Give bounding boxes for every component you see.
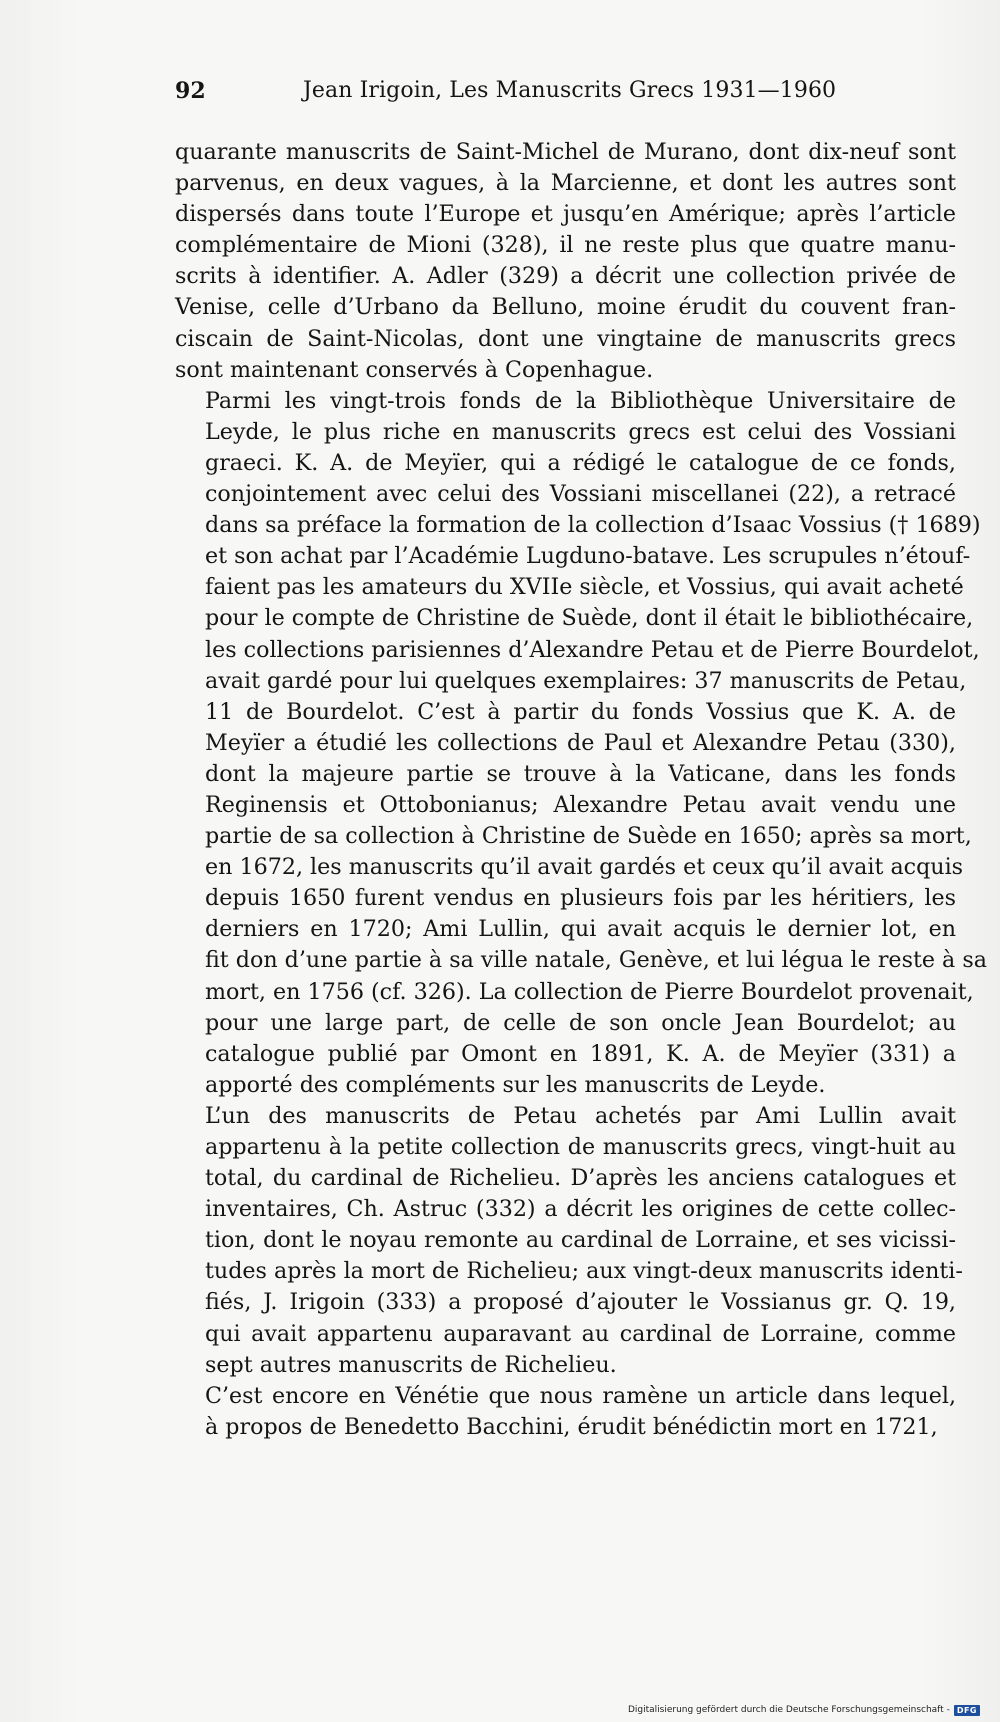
text-line: tion, dont le noyau remonte au cardinal de Lorraine, et ses vicissi- <box>205 1227 956 1254</box>
text-line: Venise, celle d’Urbano da Belluno, moine érudit du couvent fran- <box>175 294 956 321</box>
paragraph <box>175 386 987 1101</box>
text-line: apporté des compléments sur les manuscrits de Leyde. <box>205 1071 826 1098</box>
text-line: L’un des manuscrits de Petau achetés par Ami Lullin avait <box>205 1102 956 1129</box>
text-line: complémentaire de Mioni (328), il ne reste plus que quatre manu- <box>175 232 956 259</box>
text-line: dont la majeure partie se trouve à la Vaticane, dans les fonds <box>205 760 956 787</box>
text-line: inventaires, Ch. Astruc (332) a décrit les origines de cette collec- <box>205 1196 956 1223</box>
text-line: dans sa préface la formation de la collection d’Isaac Vossius († 1689) <box>205 512 981 539</box>
text-line: sept autres manuscrits de Richelieu. <box>205 1351 617 1378</box>
footer-text: Digitalisierung gefördert durch die Deutsche Forschungsgemeinschaft - <box>627 1705 950 1715</box>
text-line: qui avait appartenu auparavant au cardinal de Lorraine, comme <box>205 1320 956 1347</box>
text-line: en 1672, les manuscrits qu’il avait gardés et ceux qu’il avait acquis <box>205 854 964 881</box>
text-line: partie de sa collection à Christine de Suède en 1650; après sa mort, <box>205 823 972 850</box>
text-line: conjointement avec celui des Vossiani miscellanei (22), a retracé <box>205 481 956 508</box>
text-line: avait gardé pour lui quelques exemplaires: 37 manuscrits de Petau, <box>205 667 967 694</box>
paragraph <box>175 1101 963 1381</box>
text-line: tudes après la mort de Richelieu; aux vingt-deux manuscrits identi- <box>205 1258 963 1285</box>
text-line: pour une large part, de celle de son oncle Jean Bourdelot; au <box>205 1009 956 1036</box>
text-line: Meyïer a étudié les collections de Paul et Alexandre Petau (330), <box>205 729 956 756</box>
text-line: et son achat par l’Académie Lugduno-batave. Les scrupules n’étouf- <box>205 543 971 570</box>
text-line: fiés, J. Irigoin (333) a proposé d’ajouter le Vossianus gr. Q. 19, <box>205 1289 956 1316</box>
text-line: 11 de Bourdelot. C’est à partir du fonds Vossius que K. A. de <box>205 698 956 725</box>
text-line: dispersés dans toute l’Europe et jusqu’en Amérique; après l’article <box>175 201 956 228</box>
text-line: depuis 1650 furent vendus en plusieurs fois par les héritiers, les <box>205 885 956 912</box>
text-line: catalogue publié par Omont en 1891, K. A. de Meyïer (331) a <box>205 1040 956 1067</box>
text-line: Parmi les vingt-trois fonds de la Bibliothèque Universitaire de <box>205 387 956 414</box>
text-line: derniers en 1720; Ami Lullin, qui avait acquis le dernier lot, en <box>205 916 956 943</box>
text-line: fit don d’une partie à sa ville natale, Genève, et lui légua le reste à sa <box>205 947 987 974</box>
text-line: parvenus, en deux vagues, à la Marcienne, et dont les autres sont <box>175 170 956 197</box>
text-line: total, du cardinal de Richelieu. D’après les anciens catalogues et <box>205 1165 956 1192</box>
running-head: Jean Irigoin, Les Manuscrits Grecs 1931—1960 <box>303 78 837 103</box>
text-line: pour le compte de Christine de Suède, dont il était le bibliothécaire, <box>205 605 974 632</box>
text-line: graeci. K. A. de Meyïer, qui a rédigé le catalogue de ce fonds, <box>205 449 956 476</box>
dfg-logo-icon: DFG <box>954 1705 980 1716</box>
text-line: Reginensis et Ottobonianus; Alexandre Petau avait vendu une <box>205 791 956 818</box>
text-line: sont maintenant conservés à Copenhague. <box>175 356 654 383</box>
paragraph <box>175 137 956 386</box>
page-number: 92 <box>175 78 206 104</box>
text-line: à propos de Benedetto Bacchini, érudit bénédictin mort en 1721, <box>205 1413 938 1440</box>
text-line: quarante manuscrits de Saint-Michel de Murano, dont dix-neuf sont <box>175 139 956 165</box>
digitization-footer <box>628 1701 980 1719</box>
text-line: les collections parisiennes d’Alexandre Petau et de Pierre Bourdelot, <box>205 636 980 663</box>
paragraph <box>175 1381 956 1443</box>
page-header <box>175 78 837 112</box>
text-line: mort, en 1756 (cf. 326). La collection de Pierre Bourdelot provenait, <box>205 978 974 1005</box>
body-text <box>175 137 987 1443</box>
text-line: scrits à identifier. A. Adler (329) a décrit une collection privée de <box>175 263 956 290</box>
text-line: appartenu à la petite collection de manuscrits grecs, vingt-huit au <box>205 1134 956 1160</box>
text-line: C’est encore en Vénétie que nous ramène un article dans lequel, <box>205 1382 956 1409</box>
text-line: Leyde, le plus riche en manuscrits grecs est celui des Vossiani <box>205 418 956 445</box>
text-line: faient pas les amateurs du XVIIe siècle, et Vossius, qui avait acheté <box>205 574 964 601</box>
text-line: ciscain de Saint-Nicolas, dont une vingtaine de manuscrits grecs <box>175 325 956 352</box>
